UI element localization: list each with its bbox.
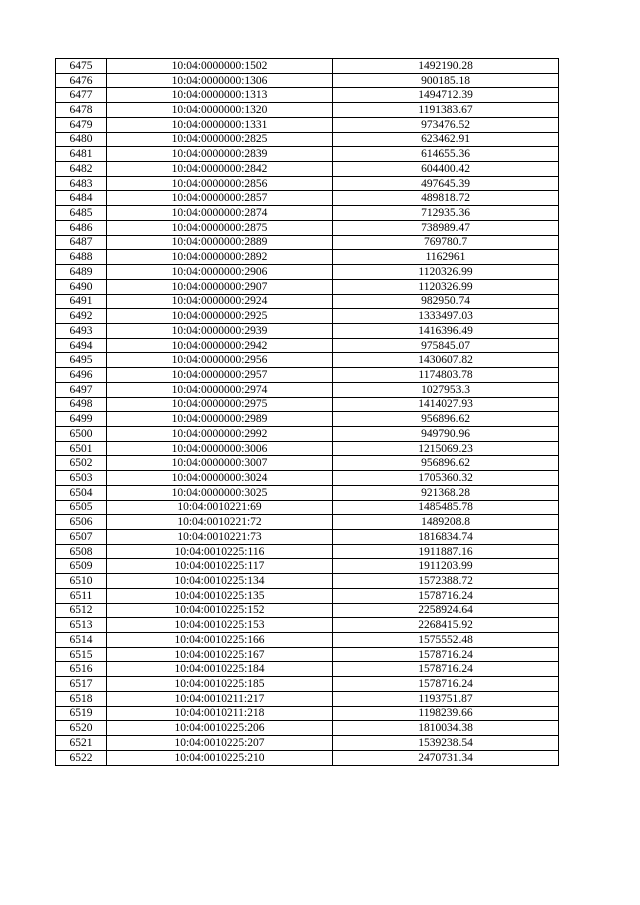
cadastral-number-cell: 10:04:0000000:2839 xyxy=(107,147,333,162)
value-cell: 2258924.64 xyxy=(333,603,559,618)
value-cell: 949790.96 xyxy=(333,426,559,441)
row-number-cell: 6477 xyxy=(56,88,107,103)
value-cell: 956896.62 xyxy=(333,456,559,471)
row-number-cell: 6483 xyxy=(56,176,107,191)
cadastral-number-cell: 10:04:0000000:2989 xyxy=(107,412,333,427)
table-row xyxy=(56,235,559,250)
cadastral-number-cell: 10:04:0010211:217 xyxy=(107,691,333,706)
row-number-cell: 6509 xyxy=(56,559,107,574)
table-row xyxy=(56,191,559,206)
cadastral-number-cell: 10:04:0000000:2992 xyxy=(107,426,333,441)
row-number-cell: 6479 xyxy=(56,117,107,132)
value-cell: 1911203.99 xyxy=(333,559,559,574)
cadastral-number-cell: 10:04:0010211:218 xyxy=(107,706,333,721)
table-row xyxy=(56,588,559,603)
cadastral-number-cell: 10:04:0000000:1306 xyxy=(107,73,333,88)
row-number-cell: 6495 xyxy=(56,353,107,368)
table-row xyxy=(56,530,559,545)
value-cell: 1191383.67 xyxy=(333,103,559,118)
row-number-cell: 6517 xyxy=(56,677,107,692)
row-number-cell: 6480 xyxy=(56,132,107,147)
value-cell: 1492190.28 xyxy=(333,59,559,74)
data-table xyxy=(55,58,559,766)
cadastral-number-cell: 10:04:0000000:2925 xyxy=(107,309,333,324)
value-cell: 1174803.78 xyxy=(333,368,559,383)
cadastral-number-cell: 10:04:0000000:1313 xyxy=(107,88,333,103)
row-number-cell: 6513 xyxy=(56,618,107,633)
table-row xyxy=(56,338,559,353)
row-number-cell: 6522 xyxy=(56,750,107,765)
row-number-cell: 6519 xyxy=(56,706,107,721)
table-row xyxy=(56,353,559,368)
cadastral-number-cell: 10:04:0010225:135 xyxy=(107,588,333,603)
cadastral-number-cell: 10:04:0010225:152 xyxy=(107,603,333,618)
value-cell: 489818.72 xyxy=(333,191,559,206)
table-row xyxy=(56,706,559,721)
cadastral-number-cell: 10:04:0010225:166 xyxy=(107,633,333,648)
table-row xyxy=(56,206,559,221)
row-number-cell: 6502 xyxy=(56,456,107,471)
table-row xyxy=(56,117,559,132)
table-row xyxy=(56,162,559,177)
cadastral-number-cell: 10:04:0000000:2856 xyxy=(107,176,333,191)
value-cell: 1414027.93 xyxy=(333,397,559,412)
table-row xyxy=(56,412,559,427)
value-cell: 1578716.24 xyxy=(333,588,559,603)
row-number-cell: 6476 xyxy=(56,73,107,88)
value-cell: 921368.28 xyxy=(333,485,559,500)
cadastral-number-cell: 10:04:0010225:206 xyxy=(107,721,333,736)
table-row xyxy=(56,603,559,618)
row-number-cell: 6487 xyxy=(56,235,107,250)
value-cell: 1494712.39 xyxy=(333,88,559,103)
cadastral-number-cell: 10:04:0000000:2942 xyxy=(107,338,333,353)
value-cell: 623462.91 xyxy=(333,132,559,147)
cadastral-number-cell: 10:04:0000000:3024 xyxy=(107,471,333,486)
row-number-cell: 6515 xyxy=(56,647,107,662)
value-cell: 1215069.23 xyxy=(333,441,559,456)
table-row xyxy=(56,103,559,118)
table-row xyxy=(56,250,559,265)
value-cell: 769780.7 xyxy=(333,235,559,250)
table-row xyxy=(56,485,559,500)
table-row xyxy=(56,73,559,88)
cadastral-number-cell: 10:04:0000000:2892 xyxy=(107,250,333,265)
row-number-cell: 6488 xyxy=(56,250,107,265)
cadastral-number-cell: 10:04:0000000:2906 xyxy=(107,265,333,280)
table-row xyxy=(56,132,559,147)
row-number-cell: 6482 xyxy=(56,162,107,177)
table-row xyxy=(56,382,559,397)
cadastral-number-cell: 10:04:0000000:2907 xyxy=(107,279,333,294)
table-row xyxy=(56,323,559,338)
cadastral-number-cell: 10:04:0010225:185 xyxy=(107,677,333,692)
row-number-cell: 6503 xyxy=(56,471,107,486)
cadastral-number-cell: 10:04:0000000:2875 xyxy=(107,220,333,235)
value-cell: 975845.07 xyxy=(333,338,559,353)
cadastral-number-cell: 10:04:0010225:116 xyxy=(107,544,333,559)
cadastral-number-cell: 10:04:0010225:117 xyxy=(107,559,333,574)
value-cell: 956896.62 xyxy=(333,412,559,427)
value-cell: 1430607.82 xyxy=(333,353,559,368)
value-cell: 1198239.66 xyxy=(333,706,559,721)
table-row xyxy=(56,721,559,736)
cadastral-number-cell: 10:04:0010225:134 xyxy=(107,574,333,589)
cadastral-number-cell: 10:04:0000000:2889 xyxy=(107,235,333,250)
cadastral-number-cell: 10:04:0000000:3007 xyxy=(107,456,333,471)
row-number-cell: 6520 xyxy=(56,721,107,736)
table-row xyxy=(56,294,559,309)
table-row xyxy=(56,677,559,692)
row-number-cell: 6510 xyxy=(56,574,107,589)
cadastral-number-cell: 10:04:0000000:2842 xyxy=(107,162,333,177)
cadastral-number-cell: 10:04:0000000:3006 xyxy=(107,441,333,456)
value-cell: 1816834.74 xyxy=(333,530,559,545)
row-number-cell: 6475 xyxy=(56,59,107,74)
value-cell: 614655.36 xyxy=(333,147,559,162)
value-cell: 1162961 xyxy=(333,250,559,265)
value-cell: 1027953.3 xyxy=(333,382,559,397)
row-number-cell: 6508 xyxy=(56,544,107,559)
value-cell: 604400.42 xyxy=(333,162,559,177)
value-cell: 738989.47 xyxy=(333,220,559,235)
table-row xyxy=(56,309,559,324)
table-row xyxy=(56,618,559,633)
row-number-cell: 6512 xyxy=(56,603,107,618)
row-number-cell: 6506 xyxy=(56,515,107,530)
row-number-cell: 6484 xyxy=(56,191,107,206)
table-row xyxy=(56,515,559,530)
table-row xyxy=(56,544,559,559)
cadastral-number-cell: 10:04:0010221:72 xyxy=(107,515,333,530)
row-number-cell: 6511 xyxy=(56,588,107,603)
row-number-cell: 6492 xyxy=(56,309,107,324)
value-cell: 2268415.92 xyxy=(333,618,559,633)
table-row xyxy=(56,176,559,191)
table-row xyxy=(56,59,559,74)
cadastral-number-cell: 10:04:0010225:153 xyxy=(107,618,333,633)
cadastral-number-cell: 10:04:0000000:1320 xyxy=(107,103,333,118)
table-row xyxy=(56,633,559,648)
row-number-cell: 6514 xyxy=(56,633,107,648)
row-number-cell: 6486 xyxy=(56,220,107,235)
row-number-cell: 6490 xyxy=(56,279,107,294)
cadastral-number-cell: 10:04:0000000:1331 xyxy=(107,117,333,132)
table-row xyxy=(56,88,559,103)
row-number-cell: 6498 xyxy=(56,397,107,412)
table-row xyxy=(56,500,559,515)
table-body xyxy=(56,59,559,766)
row-number-cell: 6499 xyxy=(56,412,107,427)
row-number-cell: 6500 xyxy=(56,426,107,441)
value-cell: 973476.52 xyxy=(333,117,559,132)
table-row xyxy=(56,647,559,662)
table-row xyxy=(56,368,559,383)
row-number-cell: 6491 xyxy=(56,294,107,309)
value-cell: 1578716.24 xyxy=(333,647,559,662)
value-cell: 497645.39 xyxy=(333,176,559,191)
cadastral-number-cell: 10:04:0010225:184 xyxy=(107,662,333,677)
value-cell: 1578716.24 xyxy=(333,677,559,692)
value-cell: 1911887.16 xyxy=(333,544,559,559)
cadastral-number-cell: 10:04:0000000:2939 xyxy=(107,323,333,338)
row-number-cell: 6516 xyxy=(56,662,107,677)
row-number-cell: 6485 xyxy=(56,206,107,221)
value-cell: 2470731.34 xyxy=(333,750,559,765)
cadastral-number-cell: 10:04:0000000:2924 xyxy=(107,294,333,309)
value-cell: 1572388.72 xyxy=(333,574,559,589)
table-row xyxy=(56,691,559,706)
value-cell: 712935.36 xyxy=(333,206,559,221)
table-row xyxy=(56,147,559,162)
cadastral-number-cell: 10:04:0000000:2974 xyxy=(107,382,333,397)
cadastral-number-cell: 10:04:0010225:210 xyxy=(107,750,333,765)
row-number-cell: 6489 xyxy=(56,265,107,280)
value-cell: 1705360.32 xyxy=(333,471,559,486)
row-number-cell: 6507 xyxy=(56,530,107,545)
cadastral-number-cell: 10:04:0010225:207 xyxy=(107,736,333,751)
value-cell: 1539238.54 xyxy=(333,736,559,751)
cadastral-number-cell: 10:04:0010225:167 xyxy=(107,647,333,662)
value-cell: 1485485.78 xyxy=(333,500,559,515)
table-row xyxy=(56,220,559,235)
value-cell: 1810034.38 xyxy=(333,721,559,736)
cadastral-number-cell: 10:04:0000000:3025 xyxy=(107,485,333,500)
row-number-cell: 6481 xyxy=(56,147,107,162)
value-cell: 1578716.24 xyxy=(333,662,559,677)
value-cell: 1120326.99 xyxy=(333,265,559,280)
cadastral-number-cell: 10:04:0000000:1502 xyxy=(107,59,333,74)
table-row xyxy=(56,279,559,294)
row-number-cell: 6521 xyxy=(56,736,107,751)
value-cell: 982950.74 xyxy=(333,294,559,309)
table-row xyxy=(56,559,559,574)
cadastral-number-cell: 10:04:0010221:73 xyxy=(107,530,333,545)
cadastral-number-cell: 10:04:0000000:2857 xyxy=(107,191,333,206)
cadastral-number-cell: 10:04:0000000:2874 xyxy=(107,206,333,221)
row-number-cell: 6497 xyxy=(56,382,107,397)
table-row xyxy=(56,662,559,677)
cadastral-number-cell: 10:04:0000000:2975 xyxy=(107,397,333,412)
table-row xyxy=(56,265,559,280)
cadastral-number-cell: 10:04:0000000:2956 xyxy=(107,353,333,368)
row-number-cell: 6478 xyxy=(56,103,107,118)
value-cell: 900185.18 xyxy=(333,73,559,88)
table-row xyxy=(56,471,559,486)
row-number-cell: 6505 xyxy=(56,500,107,515)
value-cell: 1193751.87 xyxy=(333,691,559,706)
table-row xyxy=(56,736,559,751)
value-cell: 1575552.48 xyxy=(333,633,559,648)
table-row xyxy=(56,441,559,456)
cadastral-number-cell: 10:04:0010221:69 xyxy=(107,500,333,515)
row-number-cell: 6496 xyxy=(56,368,107,383)
row-number-cell: 6501 xyxy=(56,441,107,456)
cadastral-number-cell: 10:04:0000000:2825 xyxy=(107,132,333,147)
value-cell: 1120326.99 xyxy=(333,279,559,294)
value-cell: 1416396.49 xyxy=(333,323,559,338)
table-row xyxy=(56,397,559,412)
row-number-cell: 6493 xyxy=(56,323,107,338)
value-cell: 1333497.03 xyxy=(333,309,559,324)
value-cell: 1489208.8 xyxy=(333,515,559,530)
row-number-cell: 6494 xyxy=(56,338,107,353)
row-number-cell: 6518 xyxy=(56,691,107,706)
row-number-cell: 6504 xyxy=(56,485,107,500)
cadastral-number-cell: 10:04:0000000:2957 xyxy=(107,368,333,383)
table-row xyxy=(56,750,559,765)
table-row xyxy=(56,574,559,589)
table-row xyxy=(56,426,559,441)
table-row xyxy=(56,456,559,471)
